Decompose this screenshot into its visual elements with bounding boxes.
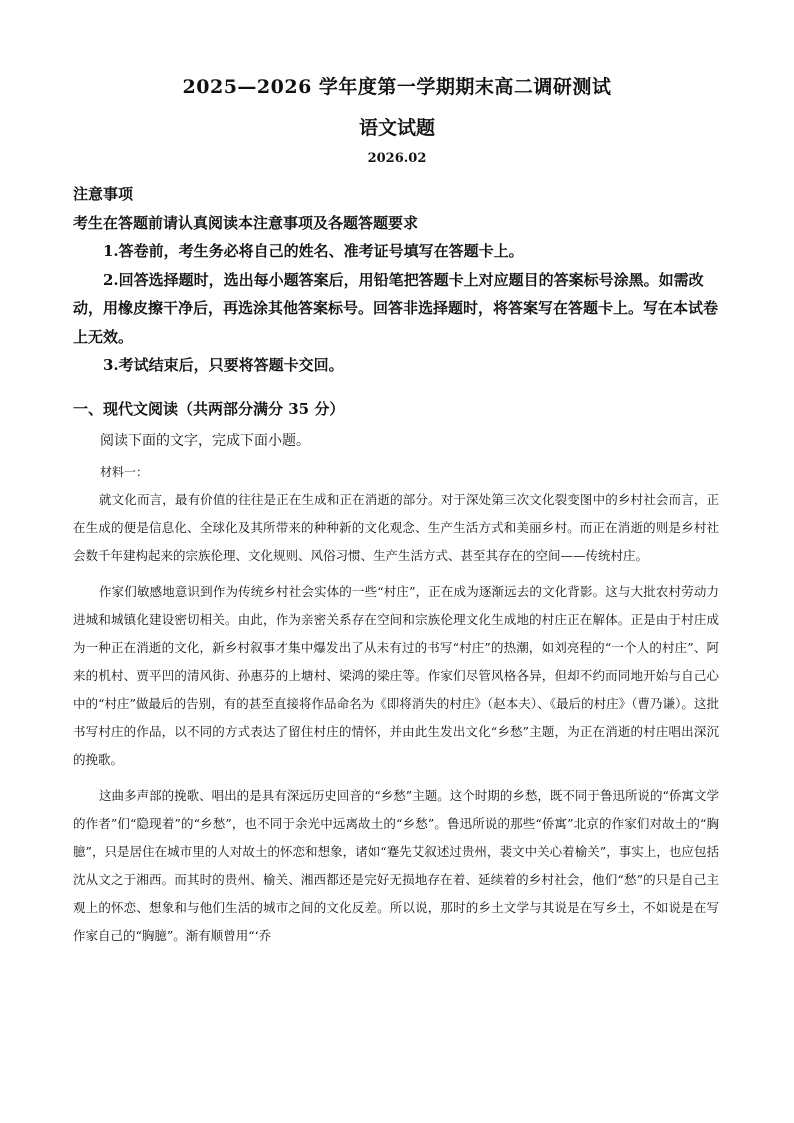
material-paragraph-3: 这曲多声部的挽歌、唱出的是具有深远历史回音的“乡愁”主题。这个时期的乡愁，既不同于鲁迅所说的“侨寓文学的作者”们“隐现着”的“乡愁”，也不同于余光中远离故土的“乡愁”。鲁迅所说的那些“侨寓”北京的作家们对故土的“胸臆”，只是居住在城市里的人对故土的怀恋和想象，诸如“蹇先艾叙述过贵州，裴文中关心着榆关”，事实上，也应包括沈从文之于湘西。而其时的贵州、榆关、湘西都还是完好无损地存在着、延续着的乡村社会，他们“愁”的只是自己主观上的怀恋、想象和与他们生活的城市之间的文化反差。所以说，那时的乡土文学与其说是在写乡土，不如说是在写作家自己的“胸臆”。渐有顺曾用“‘乔 bbox=[73, 788, 719, 943]
material-paragraph-2: 作家们敏感地意识到作为传统乡村社会实体的一些“村庄”，正在成为逐渐远去的文化背影。这与大批农村劳动力进城和城镇化建设密切相关。由此，作为亲密关系存在空间和宗族伦理文化生成地的村庄正在解体。正是由于村庄成为一种正在消逝的文化，新乡村叙事才集中爆发出了从未有过的书写“村庄”的热潮，如刘亮程的“一个人的村庄”、阿来的机村、贾平凹的清风街、孙惠芬的上塘村、梁鸿的梁庄等。作家们尽管风格各异，但却不约而同地开始与自己心中的“村庄”做最后的告别，有的甚至直接将作品命名为《即将消失的村庄》（赵本夫）、《最后的村庄》（曹乃谦）。这批书写村庄的作品，以不同的方式表达了留住村庄的情怀，并由此生发出文化“乡愁”主题，为正在消逝的村庄唱出深沉的挽歌。 bbox=[73, 584, 719, 767]
notice-item-2: 2.回答选择题时，选出每小题答案后，用铅笔把答题卡上对应题目的答案标号涂黑。如需改动，用橡皮擦干净后，再选涂其他答案标号。回答非选择题时，将答案写在答题卡上。写在本试卷上无效。 bbox=[73, 270, 719, 346]
notice-item-1: 1.答卷前，考生务必将自己的姓名、准考证号填写在答题卡上。 bbox=[103, 242, 524, 260]
exam-date: 2026.02 bbox=[367, 151, 427, 166]
exam-title: 2025—2026 学年度第一学期期末高二调研测试 bbox=[182, 76, 612, 98]
section-heading: 一、现代文阅读（共两部分满分 35 分） bbox=[73, 400, 345, 418]
exam-subject: 语文试题 bbox=[358, 117, 435, 139]
material-paragraph-1: 就文化而言，最有价值的往往是正在生成和正在消逝的部分。对于深处第三次文化裂变图中的乡村社会而言，正在生成的便是信息化、全球化及其所带来的种种新的文化观念、生产生活方式和美丽乡村。而正在消逝的则是乡村社会数千年建构起来的宗族伦理、文化规则、风俗习惯、生产生活方式、甚至其存在的空间——传统村庄。 bbox=[73, 492, 719, 563]
notice-item-3: 3.考试结束后，只要将答题卡交回。 bbox=[103, 356, 344, 374]
reading-instruction: 阅读下面的文字，完成下面小题。 bbox=[100, 433, 310, 449]
material-label: 材料一： bbox=[100, 465, 149, 479]
notice-heading: 注意事项 bbox=[73, 185, 134, 203]
material-body bbox=[73, 486, 719, 958]
notice-lead: 考生在答题前请认真阅读本注意事项及各题答题要求 bbox=[73, 213, 419, 232]
notice-block bbox=[73, 180, 723, 380]
